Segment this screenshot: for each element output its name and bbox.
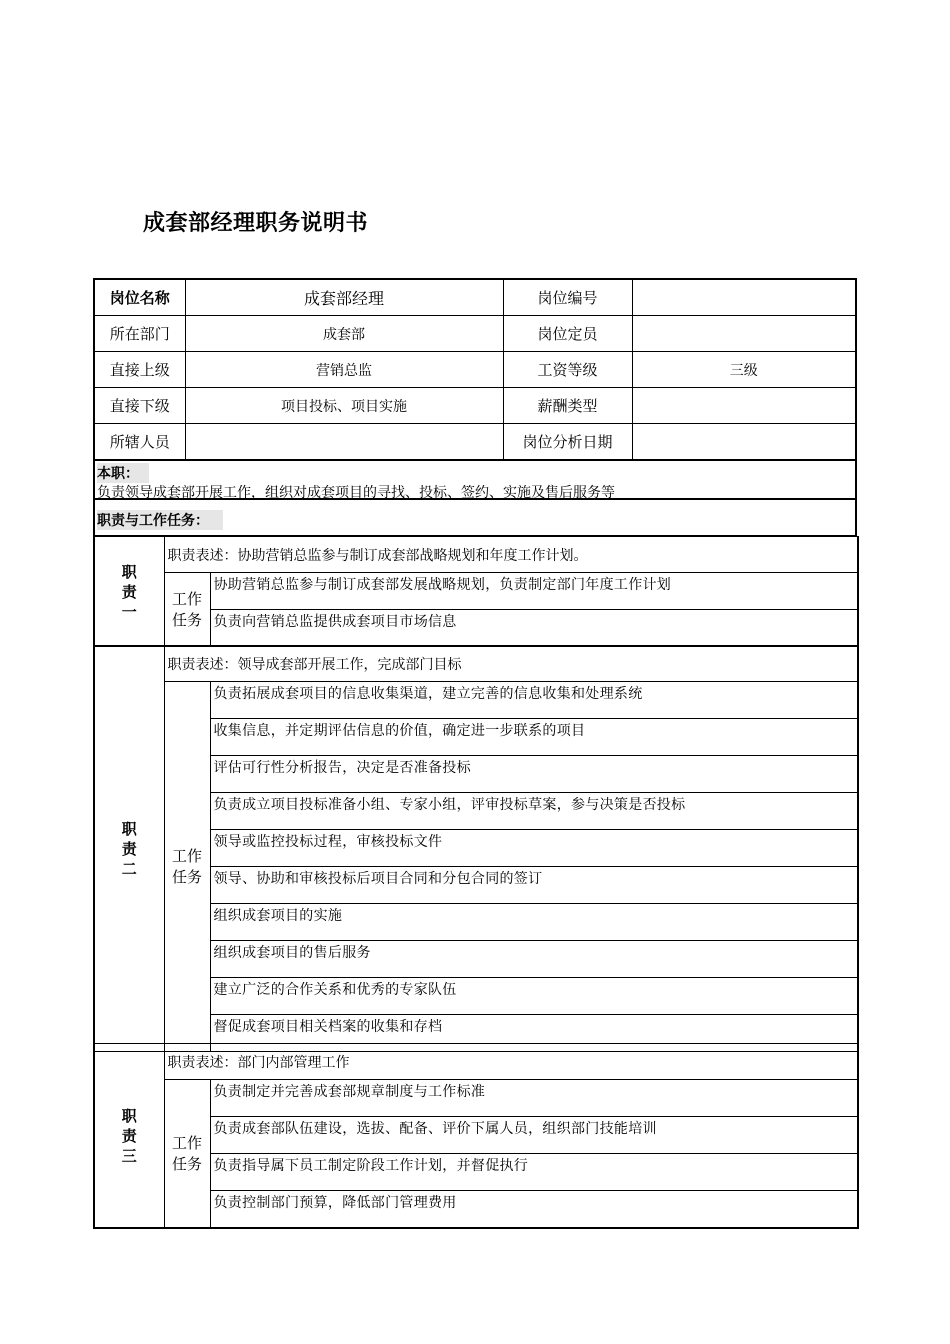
info-row-position-name bbox=[94, 279, 856, 316]
info-row-supervisor bbox=[94, 352, 856, 388]
task-item: 收集信息，并定期评估信息的价值，确定进一步联系的项目 bbox=[210, 719, 858, 756]
duty-label-3: 职 责 三 bbox=[94, 1044, 164, 1229]
label-position-number: 岗位编号 bbox=[503, 279, 632, 316]
duties-heading: 职责与工作任务： bbox=[97, 510, 223, 530]
task-row bbox=[94, 573, 858, 610]
value-position-number bbox=[632, 279, 856, 316]
label-subordinates: 直接下级 bbox=[94, 388, 185, 424]
value-headcount bbox=[632, 316, 856, 352]
work-task-label: 工作 任务 bbox=[164, 682, 210, 1052]
duty-description: 职责表述：协助营销总监参与制订成套部战略规划和年度工作计划。 bbox=[164, 537, 858, 573]
task-item: 负责控制部门预算，降低部门管理费用 bbox=[210, 1191, 858, 1229]
value-position-name: 成套部经理 bbox=[185, 279, 503, 316]
task-item: 领导或监控投标过程，审核投标文件 bbox=[210, 830, 858, 867]
value-subordinates: 项目投标、项目实施 bbox=[185, 388, 503, 424]
core-duty-section bbox=[93, 459, 857, 500]
duty-block-1 bbox=[93, 536, 859, 647]
info-row-department bbox=[94, 316, 856, 352]
label-staff: 所辖人员 bbox=[94, 424, 185, 461]
duty-description: 职责表述：领导成套部开展工作，完成部门目标 bbox=[164, 646, 858, 682]
duty-description: 职责表述：部门内部管理工作 bbox=[164, 1044, 858, 1080]
info-row-staff bbox=[94, 424, 856, 461]
task-item: 组织成套项目的实施 bbox=[210, 904, 858, 941]
task-item: 负责成套部队伍建设，选拔、配备、评价下属人员，组织部门技能培训 bbox=[210, 1117, 858, 1154]
duty-desc-row bbox=[94, 1044, 858, 1080]
label-position-name: 岗位名称 bbox=[94, 279, 185, 316]
task-item: 负责指导属下员工制定阶段工作计划，并督促执行 bbox=[210, 1154, 858, 1191]
value-supervisor: 营销总监 bbox=[185, 352, 503, 388]
value-staff bbox=[185, 424, 503, 461]
label-supervisor: 直接上级 bbox=[94, 352, 185, 388]
label-analysis-date: 岗位分析日期 bbox=[503, 424, 632, 461]
position-info-table bbox=[93, 278, 857, 461]
task-item: 领导、协助和审核投标后项目合同和分包合同的签订 bbox=[210, 867, 858, 904]
value-pay-type bbox=[632, 388, 856, 424]
duty-block-3 bbox=[93, 1043, 859, 1229]
task-row bbox=[94, 682, 858, 719]
duty-desc-row bbox=[94, 646, 858, 682]
task-item: 评估可行性分析报告，决定是否准备投标 bbox=[210, 756, 858, 793]
core-duty-text: 负责领导成套部开展工作，组织对成套项目的寻找、投标、签约、实施及售后服务等 bbox=[97, 485, 615, 501]
task-item: 负责制定并完善成套部规章制度与工作标准 bbox=[210, 1080, 858, 1117]
duties-heading-section bbox=[93, 500, 857, 536]
work-task-label: 工作 任务 bbox=[164, 1080, 210, 1229]
work-task-label: 工作 任务 bbox=[164, 573, 210, 647]
value-department: 成套部 bbox=[185, 316, 503, 352]
value-analysis-date bbox=[632, 424, 856, 461]
task-item: 督促成套项目相关档案的收集和存档 bbox=[210, 1015, 858, 1052]
task-item: 组织成套项目的售后服务 bbox=[210, 941, 858, 978]
task-item: 协助营销总监参与制订成套部发展战略规划，负责制定部门年度工作计划 bbox=[210, 573, 858, 610]
duty-desc-row bbox=[94, 537, 858, 573]
duty-block-2 bbox=[93, 645, 859, 1052]
label-salary-grade: 工资等级 bbox=[503, 352, 632, 388]
task-item: 建立广泛的合作关系和优秀的专家队伍 bbox=[210, 978, 858, 1015]
document-title: 成套部经理职务说明书 bbox=[143, 211, 369, 236]
label-pay-type: 薪酬类型 bbox=[503, 388, 632, 424]
duty-label-1: 职 责 一 bbox=[94, 537, 164, 647]
task-row bbox=[94, 1080, 858, 1117]
task-item: 负责成立项目投标准备小组、专家小组，评审投标草案，参与决策是否投标 bbox=[210, 793, 858, 830]
label-headcount: 岗位定员 bbox=[503, 316, 632, 352]
task-item: 负责向营销总监提供成套项目市场信息 bbox=[210, 610, 858, 647]
label-department: 所在部门 bbox=[94, 316, 185, 352]
task-item: 负责拓展成套项目的信息收集渠道，建立完善的信息收集和处理系统 bbox=[210, 682, 858, 719]
duty-label-2: 职 责 二 bbox=[94, 646, 164, 1052]
value-salary-grade: 三级 bbox=[632, 352, 856, 388]
info-row-subordinates bbox=[94, 388, 856, 424]
core-duty-heading: 本职： bbox=[97, 463, 149, 483]
